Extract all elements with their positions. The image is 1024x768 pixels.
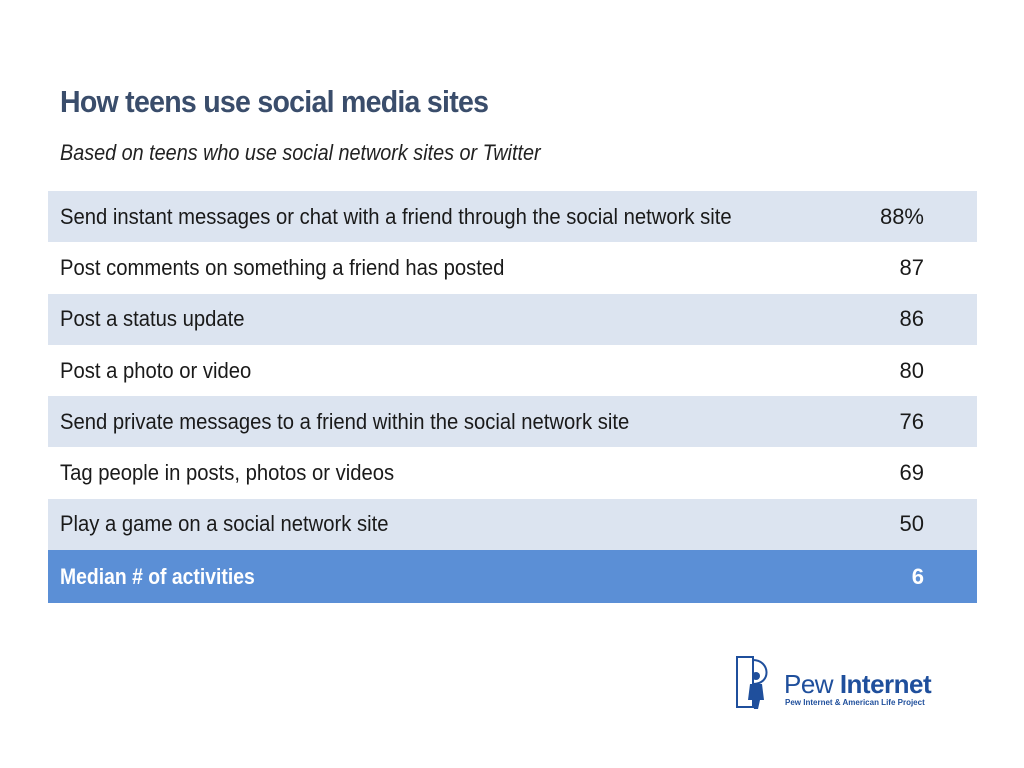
row-value: 76 [899, 408, 924, 434]
logo-wordmark [784, 669, 931, 700]
pew-internet-logo [734, 654, 954, 714]
table-row [48, 499, 977, 550]
page-title: How teens use social media sites [60, 84, 489, 119]
row-value: 80 [899, 357, 924, 383]
median-row [48, 550, 977, 603]
row-label: Tag people in posts, photos or videos [60, 460, 395, 486]
row-label: Post a status update [60, 306, 245, 332]
row-value: 86 [899, 306, 924, 332]
table-row [48, 396, 977, 447]
activities-table [48, 191, 977, 603]
row-label: Send private messages to a friend within the social network site [60, 408, 630, 434]
row-value: 69 [899, 460, 924, 486]
table-row [48, 447, 977, 498]
median-value: 6 [911, 563, 924, 589]
row-label: Play a game on a social network site [60, 511, 389, 537]
table-row [48, 191, 977, 242]
row-value: 88% [879, 203, 924, 229]
logo-name-regular: Pew [784, 669, 840, 699]
row-value: 87 [899, 254, 924, 280]
table-row [48, 345, 977, 396]
row-label: Post comments on something a friend has posted [60, 254, 505, 280]
table-row [48, 294, 977, 345]
row-label: Post a photo or video [60, 357, 252, 383]
row-label: Send instant messages or chat with a friend through the social network site [60, 203, 732, 229]
median-label: Median # of activities [60, 563, 255, 589]
logo-name-bold: Internet [839, 669, 932, 699]
table-row [48, 242, 977, 293]
logo-tagline: Pew Internet & American Life Project [785, 698, 925, 707]
row-value: 50 [899, 511, 924, 537]
pew-logo-icon [734, 654, 778, 712]
page-subtitle: Based on teens who use social network sites or Twitter [60, 140, 541, 165]
